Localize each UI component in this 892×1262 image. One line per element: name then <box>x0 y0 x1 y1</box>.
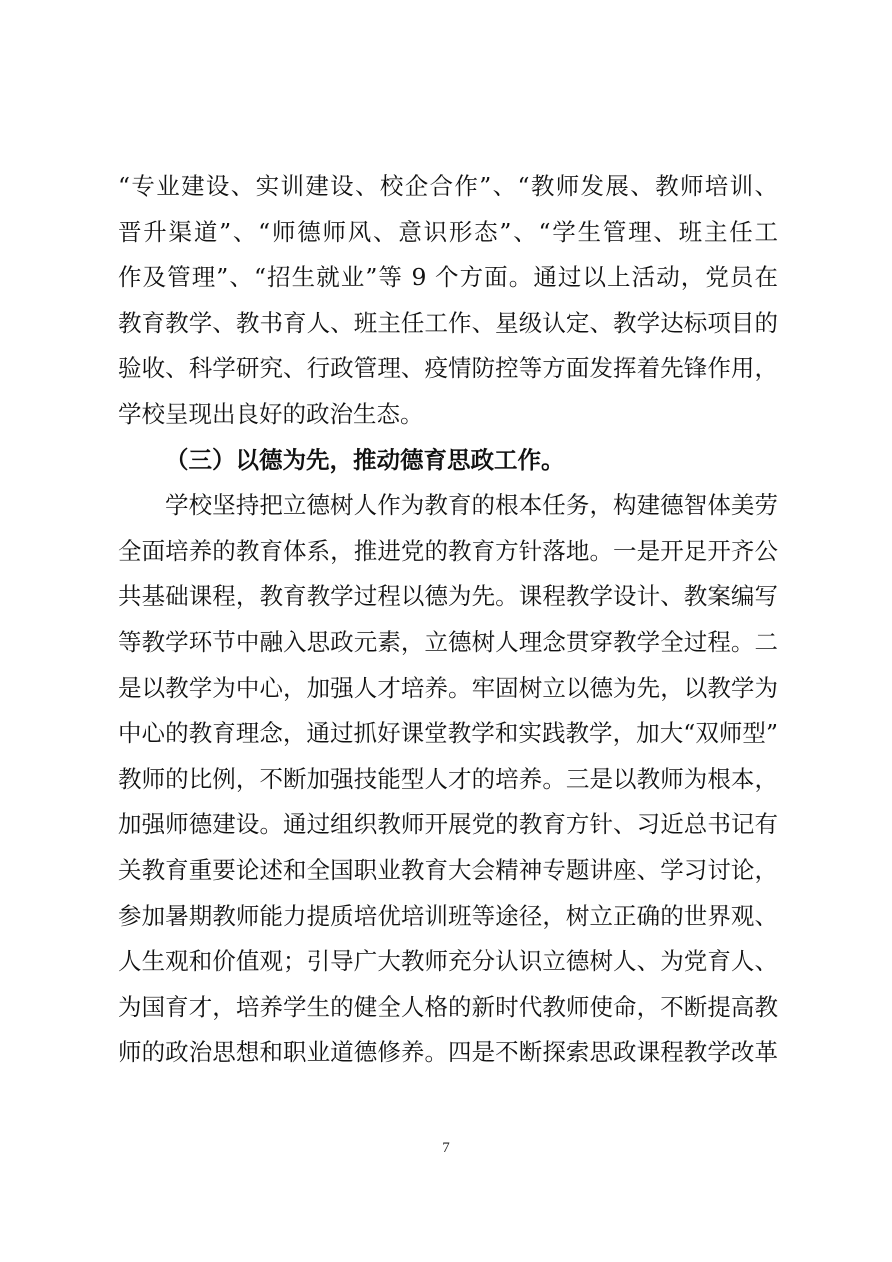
document-body <box>118 164 778 1076</box>
text-line: 学校呈现出良好的政治生态。 <box>118 399 424 428</box>
paragraph-section <box>118 483 778 1076</box>
text-line: 教育教学、教书育人、班主任工作、星级认定、教学达标项目的 <box>118 308 778 337</box>
text-line: 学校坚持把立德树人作为教育的根本任务，构建德智体美劳 <box>165 491 778 520</box>
text-line: 是以教学为中心，加强人才培养。牢固树立以德为先，以教学为 <box>118 673 778 702</box>
text-line: 作及管理”、“招生就业”等 9 个方面。通过以上活动，党员在 <box>118 263 778 292</box>
text-line: 等教学环节中融入思政元素，立德树人理念贯穿教学全过程。二 <box>118 627 778 656</box>
text-line: 教师的比例，不断加强技能型人才的培养。三是以教师为根本， <box>118 764 778 793</box>
text-line: 验收、科学研究、行政管理、疫情防控等方面发挥着先锋作用， <box>118 354 778 383</box>
page-number: 7 <box>442 1140 450 1156</box>
text-line: 全面培养的教育体系，推进党的教育方针落地。一是开足开齐公 <box>118 536 778 565</box>
text-line: 晋升渠道”、“师德师风、意识形态”、“学生管理、班主任工 <box>118 217 778 246</box>
text-line: 共基础课程，教育教学过程以德为先。课程教学设计、教案编写 <box>118 582 778 611</box>
text-line: 加强师德建设。通过组织教师开展党的教育方针、习近总书记有 <box>118 810 778 839</box>
text-line: 关教育重要论述和全国职业教育大会精神专题讲座、学习讨论， <box>118 855 778 884</box>
text-line: 参加暑期教师能力提质培优培训班等途径，树立正确的世界观、 <box>118 901 778 930</box>
text-line: “专业建设、实训建设、校企合作”、“教师发展、教师培训、 <box>118 172 778 200</box>
text-line: 为国育才，培养学生的健全人格的新时代教师使命，不断提高教 <box>118 992 778 1021</box>
text-line: 师的政治思想和职业道德修养。四是不断探索思政课程教学改革 <box>118 1038 778 1067</box>
paragraph-continued <box>118 164 778 438</box>
text-line: 人生观和价值观；引导广大教师充分认识立德树人、为党育人、 <box>118 947 778 976</box>
section-heading: （三）以德为先，推动德育思政工作。 <box>165 445 565 474</box>
text-line: 中心的教育理念，通过抓好课堂教学和实践教学，加大“双师型” <box>118 719 778 748</box>
